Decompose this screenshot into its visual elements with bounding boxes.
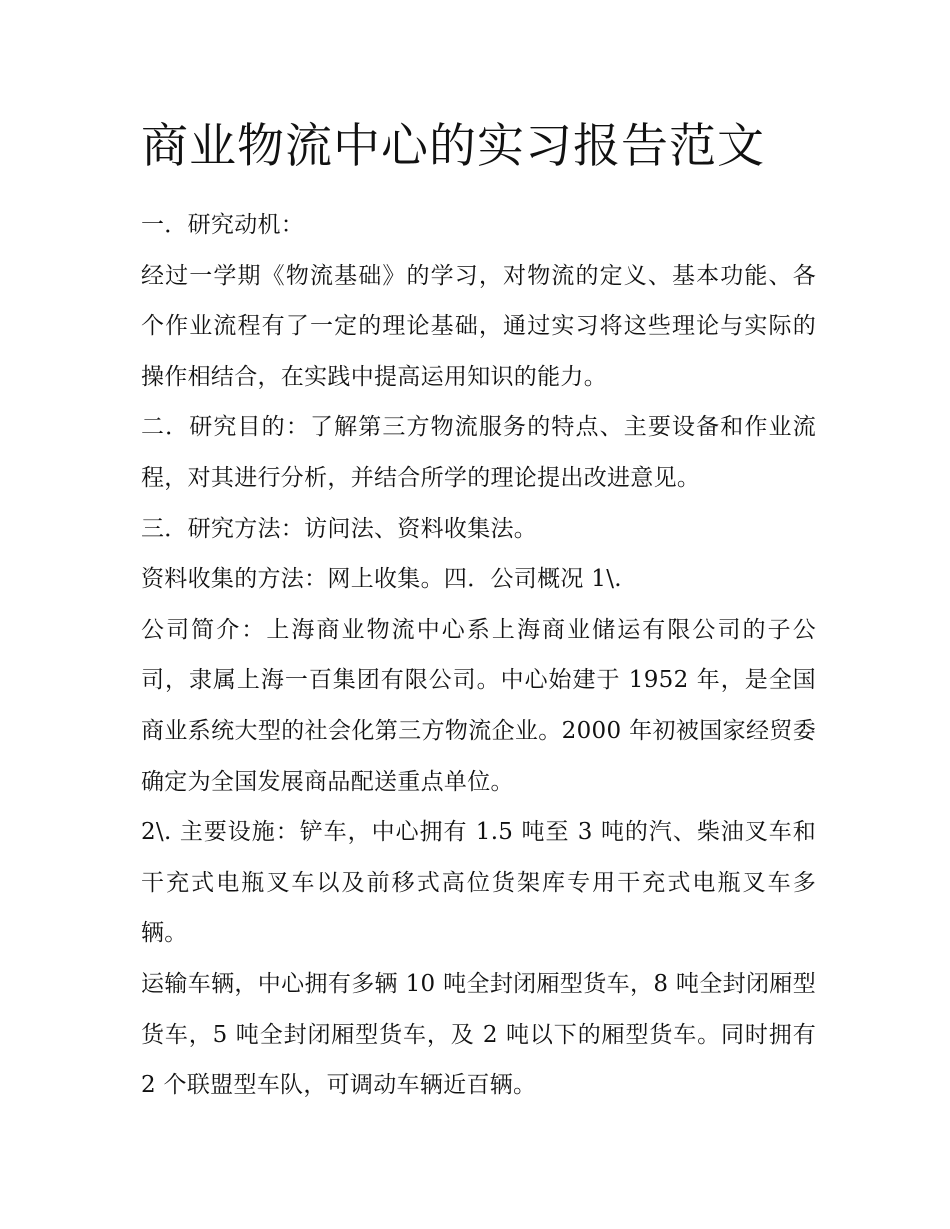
document-page bbox=[141, 112, 816, 1111]
paragraph-method: 三．研究方法：访问法、资料收集法。 bbox=[141, 515, 538, 542]
paragraph-motivation: 经过一学期《物流基础》的学习，对物流的定义、基本功能、各个作业流程有了一定的理论基础，通过实习将这些理论与实际的操作相结合，在实践中提高运用知识的能力。 bbox=[141, 262, 816, 390]
paragraph-company-intro: 公司简介：上海商业物流中心系上海商业储运有限公司的子公司，隶属上海一百集团有限公司。中心始建于 1952 年，是全国商业系统大型的社会化第三方物流企业。2000 年初被国家经贸委确定为全国发展商品配送重点单位。 bbox=[141, 616, 816, 795]
paragraph-purpose: 二．研究目的：了解第三方物流服务的特点、主要设备和作业流程，对其进行分析，并结合所学的理论提出改进意见。 bbox=[141, 414, 816, 491]
paragraph-facilities: 2\. 主要设施：铲车，中心拥有 1.5 吨至 3 吨的汽、柴油叉车和干充式电瓶叉车以及前移式高位货架库专用干充式电瓶叉车多辆。 bbox=[141, 819, 816, 947]
document-title: 商业物流中心的实习报告范文 bbox=[141, 119, 765, 174]
section-heading-motivation: 一．研究动机： bbox=[141, 212, 305, 238]
paragraph-vehicles: 运输车辆，中心拥有多辆 10 吨全封闭厢型货车，8 吨全封闭厢型货车，5 吨全封闭厢型货车，及 2 吨以下的厢型货车。同时拥有 2 个联盟型车队，可调动车辆近百辆。 bbox=[141, 970, 816, 1099]
paragraph-collection: 资料收集的方法：网上收集。四．公司概况 1\. bbox=[141, 566, 622, 593]
